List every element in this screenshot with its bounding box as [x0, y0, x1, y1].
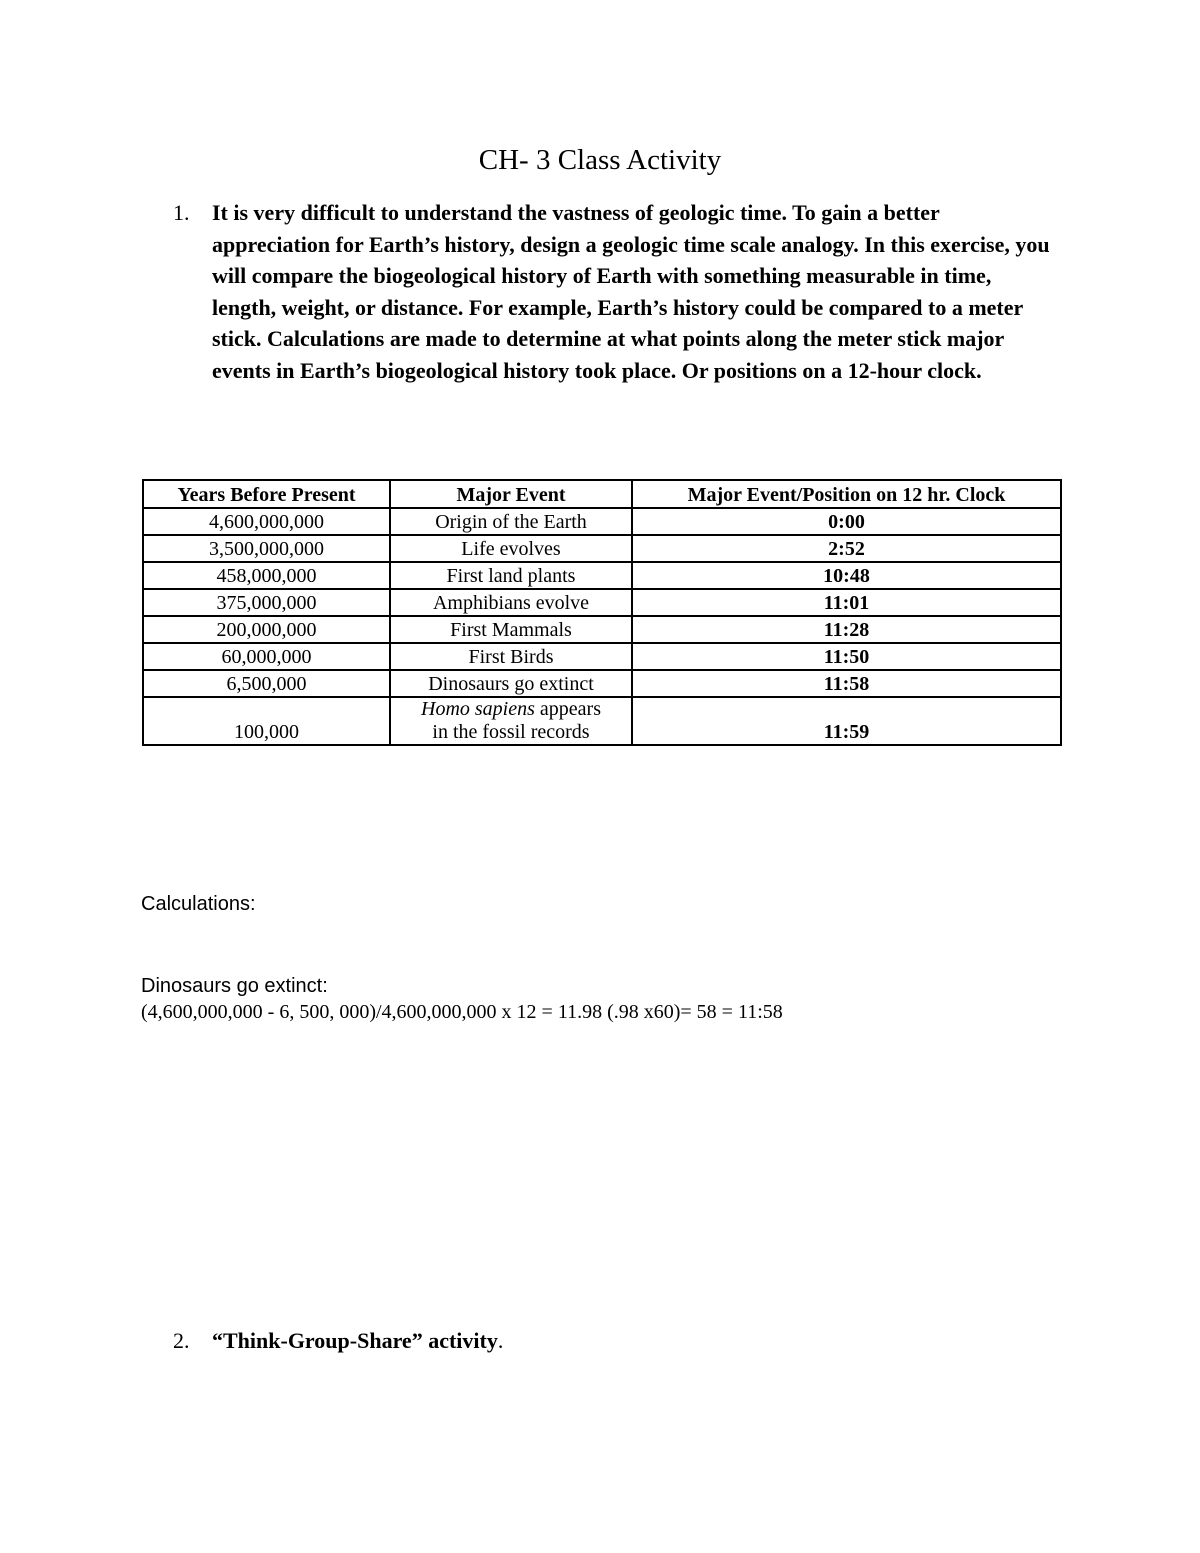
table-row — [143, 535, 1061, 562]
table-header-row — [143, 480, 1061, 508]
cell-years: 100,000 — [143, 697, 390, 745]
cell-years: 60,000,000 — [143, 643, 390, 670]
question-2-number: 2. — [173, 1328, 190, 1353]
calculations-label: Calculations: — [141, 893, 256, 915]
cell-clock: 11:58 — [632, 670, 1061, 697]
header-event: Major Event — [390, 480, 632, 508]
calculation-example-label: Dinosaurs go extinct: — [141, 975, 328, 997]
cell-event-line2: in the fossil records — [432, 721, 590, 743]
question-1-text: It is very difficult to understand the vastness of geologic time. To gain a better appreciation for Earth’s history, design a geologic time scale analogy. In this exercise, you will compare the biogeological history of Earth with something measurable in time, length, weight, or distance. For example, Earth’s history could be compared to a meter stick. Calculations are made to determine at what points along the meter stick major events in Earth’s biogeological history took place. Or positions on a 12-hour clock. — [212, 200, 1050, 383]
question-2-text: “Think-Group-Share” activity — [212, 1328, 498, 1353]
cell-years: 6,500,000 — [143, 670, 390, 697]
table-row — [143, 508, 1061, 535]
cell-event-rest: appears — [534, 698, 601, 720]
question-2 — [173, 1326, 503, 1356]
header-clock: Major Event/Position on 12 hr. Clock — [632, 480, 1061, 508]
cell-years: 375,000,000 — [143, 589, 390, 616]
cell-event: Life evolves — [390, 535, 632, 562]
cell-event: Amphibians evolve — [390, 589, 632, 616]
header-years: Years Before Present — [143, 480, 390, 508]
cell-clock: 0:00 — [632, 508, 1061, 535]
table-row — [143, 589, 1061, 616]
cell-event: Dinosaurs go extinct — [390, 670, 632, 697]
cell-years: 4,600,000,000 — [143, 508, 390, 535]
cell-event: Origin of the Earth — [390, 508, 632, 535]
cell-clock: 11:01 — [632, 589, 1061, 616]
calculation-formula: (4,600,000,000 - 6, 500, 000)/4,600,000,000 x 12 = 11.98 (.98 x60)= 58 = 11:58 — [141, 1001, 783, 1023]
table-row — [143, 697, 1061, 745]
geologic-time-table — [142, 479, 1062, 746]
cell-clock: 11:59 — [632, 697, 1061, 745]
question-1 — [173, 197, 1073, 386]
cell-years: 3,500,000,000 — [143, 535, 390, 562]
table-row — [143, 643, 1061, 670]
cell-clock: 10:48 — [632, 562, 1061, 589]
cell-event — [390, 697, 632, 745]
cell-event: First Birds — [390, 643, 632, 670]
page-title: CH- 3 Class Activity — [478, 144, 722, 176]
cell-event: First Mammals — [390, 616, 632, 643]
table-row — [143, 616, 1061, 643]
question-1-number: 1. — [173, 200, 190, 225]
question-2-period: . — [497, 1328, 504, 1353]
cell-clock: 11:28 — [632, 616, 1061, 643]
table-row — [143, 670, 1061, 697]
table-row — [143, 562, 1061, 589]
cell-event-italic: Homo sapiens — [421, 698, 535, 720]
cell-years: 200,000,000 — [143, 616, 390, 643]
cell-years: 458,000,000 — [143, 562, 390, 589]
cell-clock: 2:52 — [632, 535, 1061, 562]
cell-clock: 11:50 — [632, 643, 1061, 670]
cell-event: First land plants — [390, 562, 632, 589]
